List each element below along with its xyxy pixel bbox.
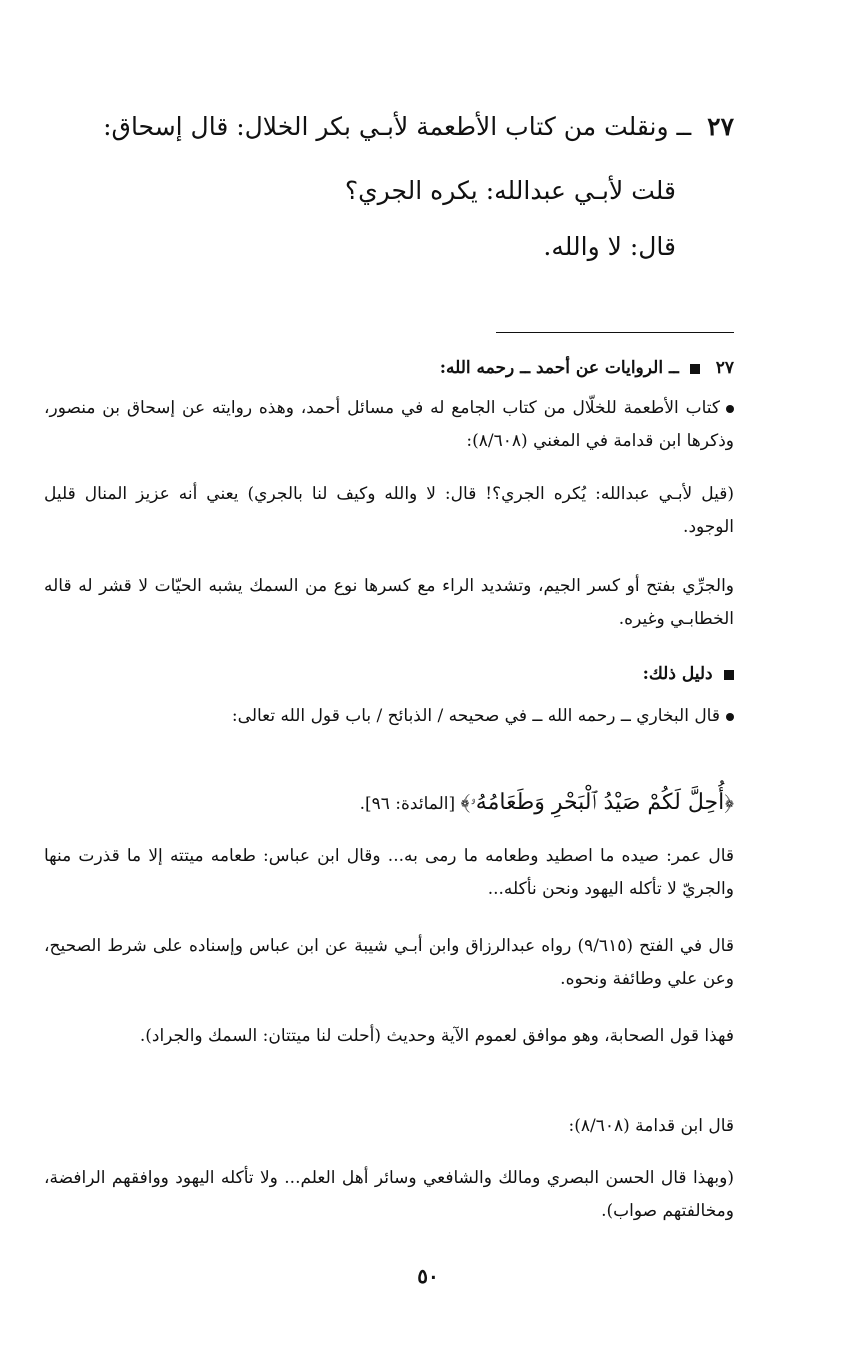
qudama-line: قال ابن قدامة (٨/٦٠٨): (568, 1116, 734, 1136)
footnote-heading (44, 352, 734, 385)
dot-bullet-icon (726, 713, 734, 721)
entry-number: ٢٧ (707, 112, 734, 141)
final-paragraph: (وبهذا قال الحسن البصري ومالك والشافعي وسائر أهل العلم... ولا تأكله اليهود ووافقهم الرافضة، ومخالفتهم صواب). (44, 1168, 734, 1221)
evidence-heading-text: دليل ذلك: (642, 664, 713, 684)
footnote-number: ٢٧ (715, 358, 734, 378)
main-line-text-1: ــ ونقلت من كتاب الأطعمة لأبـي بكر الخلال: قال إسحاق: (103, 112, 692, 141)
main-line-1 (103, 112, 734, 141)
definition-paragraph: والجرِّي بفتح أو كسر الجيم، وتشديد الراء مع كسرها نوع من السمك يشبه الحيّات لا قشر له قاله الخطابـي وغيره. (44, 576, 734, 629)
quote-paragraph: (قيل لأبـي عبدالله: يُكره الجري؟! قال: لا والله وكيف لنا بالجري) يعني أنه عزيز المنال قليل الوجود. (44, 484, 734, 537)
bukhari-paragraph (44, 700, 734, 733)
dot-bullet-icon (726, 405, 734, 413)
page-number: ٥٠ (417, 1264, 439, 1288)
ayah-line (44, 786, 734, 821)
evidence-heading (44, 658, 734, 691)
source-paragraph-text: كتاب الأطعمة للخلّال من كتاب الجامع له في مسائل أحمد، وهذه روايته عن إسحاق بن منصور، وذكرها ابن قدامة في المغني (٨/٦٠٨): (44, 398, 734, 451)
sahaba-paragraph: فهذا قول الصحابة، وهو موافق لعموم الآية وحديث (أحلت لنا ميتتان: السمك والجراد). (139, 1026, 734, 1046)
footnote-heading-text: ــ الروايات عن أحمد ــ رحمه الله: (439, 358, 679, 378)
main-line-3: قال: لا والله. (543, 232, 676, 261)
source-paragraph (44, 392, 734, 458)
quran-verse: ﴿أُحِلَّ لَكُمْ صَيْدُ ٱلْبَحْرِ وَطَعَامُهُۥ﴾ (460, 790, 734, 815)
square-bullet-icon (724, 670, 734, 680)
square-bullet-icon (690, 364, 700, 374)
fath-paragraph: قال في الفتح (٩/٦١٥) رواه عبدالرزاق وابن أبـي شيبة عن ابن عباس وإسناده على شرط الصحيح، وعن علي وطائفة ونحوه. (44, 936, 734, 989)
footnote-separator (496, 332, 734, 333)
bukhari-paragraph-text: قال البخاري ــ رحمه الله ــ في صحيحه / الذبائح / باب قول الله تعالى: (231, 706, 720, 726)
main-line-2: قلت لأبـي عبدالله: يكره الجري؟ (344, 176, 676, 205)
umar-paragraph: قال عمر: صيده ما اصطيد وطعامه ما رمى به... وقال ابن عباس: طعامه ميتته إلا ما قذرت منها والجريّ لا تأكله اليهود ونحن نأكله... (44, 846, 734, 899)
verse-reference: [المائدة: ٩٦]. (359, 794, 456, 814)
